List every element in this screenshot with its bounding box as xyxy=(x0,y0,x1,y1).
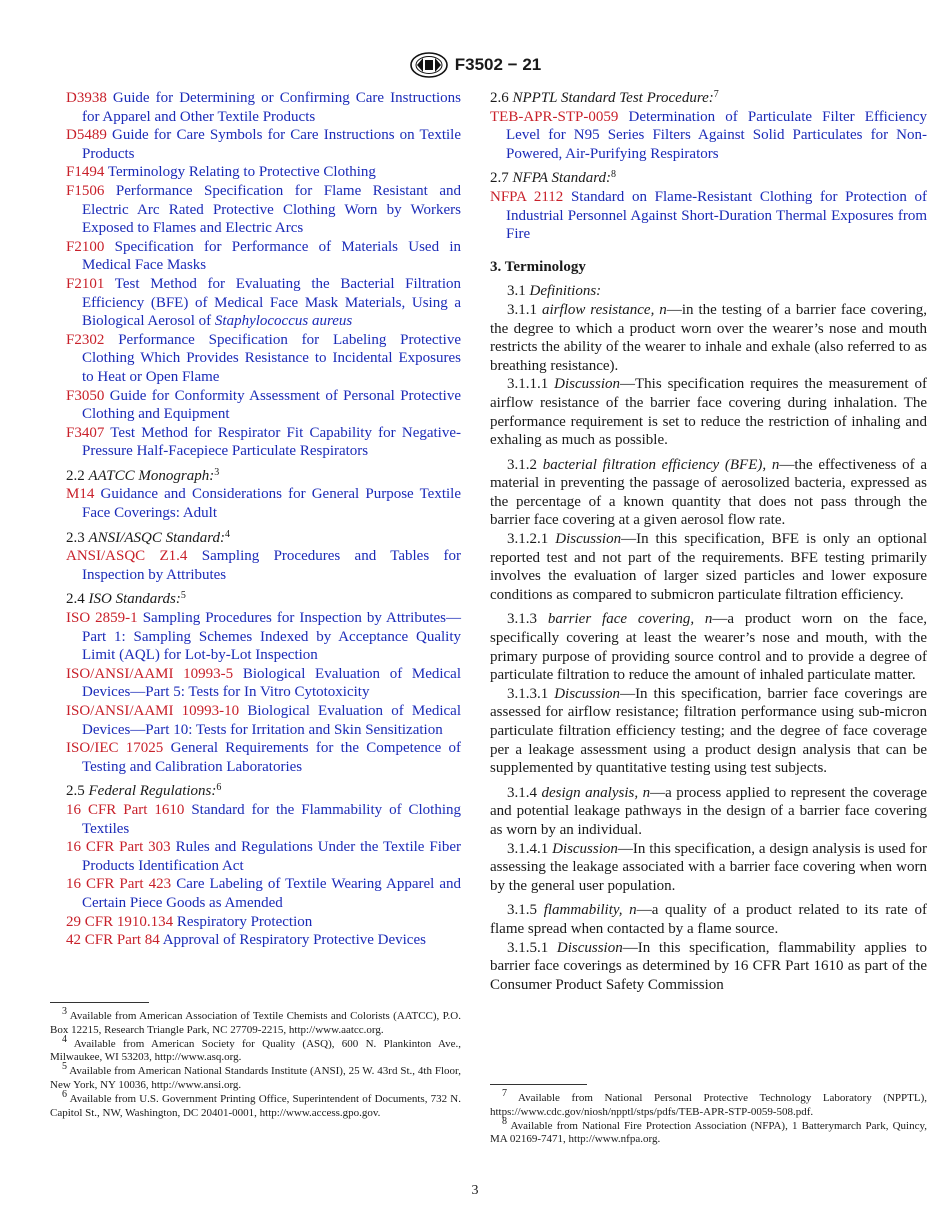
reference-item xyxy=(66,238,461,275)
reference-item xyxy=(66,801,461,838)
reference-title[interactable]: Sampling Procedures and Tables for Inspection by Attributes xyxy=(82,548,461,583)
section-2-2: 2.2 AATCC Monograph:$^3$ xyxy=(66,466,220,484)
reference-list-aatcc xyxy=(66,485,461,522)
reference-list-astm xyxy=(66,89,461,275)
reference-code[interactable]: NFPA 2112 xyxy=(490,188,564,205)
reference-list-astm-2 xyxy=(66,331,461,461)
reference-code[interactable]: ISO/ANSI/AAMI 10993-10 xyxy=(66,703,240,719)
reference-title[interactable]: Performance Specification for Flame Resistant and Electric Arc Rated Protective Clothing Worn by Workers Exposed to Flames and Electric Arcs xyxy=(82,182,462,237)
reference-code[interactable]: 42 CFR Part 84 xyxy=(66,932,160,949)
discussion-3-1-3-1: 3.1.3.1 Discussion—In this specification, barrier face coverings are assessed for airflow resistance; filtration performance using sub-micron particulate filtration efficiency testing; and the degree of face coverage per a leakage assessment using a product design analysis that can be supplemented by quantitative testing using test subjects. xyxy=(490,685,927,777)
reference-title[interactable]: Respiratory Protection xyxy=(176,913,313,930)
reference-title[interactable]: Test Method for Evaluating the Bacterial Filtration Efficiency (BFE) of Medical Face Mask Materials, Using a Biological Aerosol of Staphylococcus aureus xyxy=(82,275,461,330)
reference-code[interactable]: F2101 xyxy=(66,275,105,292)
page-header xyxy=(0,52,950,78)
reference-item xyxy=(66,838,461,875)
section-2-3: 2.3 ANSI/ASQC Standard:$^4$ xyxy=(66,528,231,546)
footnotes-left xyxy=(50,1006,461,1120)
reference-code[interactable]: ISO/IEC 17025 xyxy=(66,740,164,757)
footnote-number: 4 xyxy=(62,1033,67,1045)
reference-title[interactable]: Guide for Conformity Assessment of Personal Protective Clothing and Equipment xyxy=(82,387,462,423)
definition-bfe: 3.1.2 bacterial filtration efficiency (BFE), n—the effectiveness of a material in preventing the passage of aerosolized bacteria, expressed as the percentage of a known quantity that does not pass through the barrier face covering at a given aerosol flow rate. xyxy=(490,456,928,529)
reference-code[interactable]: F3407 xyxy=(66,424,105,441)
reference-code[interactable]: ISO 2859-1 xyxy=(66,610,138,627)
reference-title[interactable]: Guidance and Considerations for General Purpose Textile Face Coverings: Adult xyxy=(82,486,462,522)
reference-list-federal xyxy=(66,801,461,950)
astm-logo-icon xyxy=(409,52,449,78)
reference-list-npptl xyxy=(490,108,927,164)
document-id: F3502 − 21 xyxy=(454,55,542,74)
section-2-4: 2.4 ISO Standards:$^5$ xyxy=(66,590,186,608)
reference-code[interactable]: F1506 xyxy=(66,182,105,199)
reference-item xyxy=(66,875,461,912)
reference-code[interactable]: TEB-APR-STP-0059 xyxy=(490,108,619,125)
reference-item xyxy=(490,108,927,164)
reference-item xyxy=(66,126,461,163)
reference-title[interactable]: Care Labeling of Textile Wearing Apparel and Certain Piece Goods as Amended xyxy=(82,876,462,911)
reference-title[interactable]: Performance Specification for Labeling Protective Clothing Which Provides Resistance to Incidental Exposures to Heat or Open Flame xyxy=(82,331,461,385)
reference-title[interactable]: Terminology Relating to Protective Clothing xyxy=(107,164,376,181)
reference-code[interactable]: D3938 xyxy=(66,90,107,106)
reference-list-nfpa xyxy=(490,188,927,244)
reference-title[interactable]: Approval of Respiratory Protective Devices xyxy=(162,932,426,949)
section-2-5: 2.5 Federal Regulations:$^6$ xyxy=(66,782,222,800)
reference-item xyxy=(66,182,461,238)
reference-item xyxy=(66,609,461,665)
reference-title[interactable]: Rules and Regulations Under the Textile Fiber Products Identification Act xyxy=(82,839,462,874)
reference-code[interactable]: 29 CFR 1910.134 xyxy=(66,913,174,930)
reference-item xyxy=(66,387,461,424)
footnote-number: 3 xyxy=(62,1006,67,1017)
reference-item xyxy=(66,913,461,932)
reference-title[interactable]: Specification for Performance of Materials Used in Medical Face Masks xyxy=(82,238,462,274)
reference-item xyxy=(66,89,461,126)
footnote-text: Available from U.S. Government Printing Office, Superintendent of Documents, 732 N. Capitol St., NW, Washington, DC 20401-0001, http://www.access.gpo.gov. xyxy=(50,1092,461,1119)
footnote-text: Available from National Fire Protection Association (NFPA), 1 Batterymarch Park, Quincy, MA 02169-7471, http://www.nfpa.org. xyxy=(490,1119,927,1146)
reference-title[interactable]: Biological Evaluation of Medical Devices—Part 10: Tests for Irritation and Skin Sensitization xyxy=(82,703,462,738)
right-column xyxy=(490,89,927,994)
footnote xyxy=(490,1115,927,1148)
section-2-6: 2.6 NPPTL Standard Test Procedure:$^7$ xyxy=(490,89,719,106)
reference-title[interactable]: Standard for the Flammability of Clothing Textiles xyxy=(82,801,462,837)
footnote-text: Available from National Personal Protective Technology Laboratory (NPPTL), https://www.cdc.gov/niosh/npptl/stps/pdfs/TEB-APR-STP-0059-508.pdf. xyxy=(490,1092,927,1118)
footnote-number: 7 xyxy=(502,1088,507,1099)
footnote xyxy=(50,1088,461,1121)
footnote xyxy=(50,1006,461,1038)
reference-item xyxy=(66,739,461,776)
definition-flammability: 3.1.5 flammability, n—a quality of a product related to its rate of flame spread when contacted by a flame source. xyxy=(490,902,927,937)
reference-title[interactable]: General Requirements for the Competence of Testing and Calibration Laboratories xyxy=(82,740,462,775)
definition-design-analysis: 3.1.4 design analysis, n—a process applied to represent the coverage and potential leakage pathways in the design of a barrier face covering as worn by an individual. xyxy=(490,784,928,838)
reference-code[interactable]: ANSI/ASQC Z1.4 xyxy=(66,548,188,565)
footnote-text: Available from American Association of Textile Chemists and Colorists (AATCC), P.O. Box 12215, Research Triangle Park, NC 27709-2215, http://www.aatcc.org. xyxy=(50,1010,461,1036)
reference-item xyxy=(66,424,461,461)
reference-item xyxy=(66,331,461,387)
reference-item xyxy=(66,547,461,584)
footnote xyxy=(50,1033,461,1066)
definitions-subheading: 3.1 Definitions: xyxy=(507,283,602,300)
footnote-rule-right xyxy=(490,1084,587,1085)
reference-title[interactable]: Test Method for Respirator Fit Capability for Negative-Pressure Half-Facepiece Particulate Respirators xyxy=(82,424,461,460)
footnote-rule-left xyxy=(50,1002,149,1003)
reference-item xyxy=(66,665,461,702)
section-heading-terminology: 3. Terminology xyxy=(490,258,586,275)
footnote-number: 5 xyxy=(62,1061,67,1073)
discussion-3-1-5-1: 3.1.5.1 Discussion—In this specification, flammability applies to barrier face coverings as determined by 16 CFR Part 1610 as part of the Consumer Product Safety Commission xyxy=(490,939,927,993)
reference-code[interactable]: M14 xyxy=(66,486,95,503)
footnote-text: Available from American Society for Quality (ASQ), 600 N. Plankinton Ave., Milwaukee, WI 53203, http://www.asq.org. xyxy=(50,1037,461,1064)
section-2-7: 2.7 NFPA Standard:$^8$ xyxy=(490,169,616,187)
left-column xyxy=(66,89,461,950)
reference-title[interactable]: Guide for Determining or Confirming Care Instructions for Apparel and Other Textile Products xyxy=(82,90,461,125)
definition-airflow-resistance: 3.1.1 airflow resistance, n—in the testing of a barrier face covering, the degree to which a product worn over the wearer’s nose and mouth restricts the ability of the wearer to inhale and exhale (also referred to as breathing resistance). xyxy=(490,301,927,374)
reference-code[interactable]: F2100 xyxy=(66,238,105,255)
reference-code[interactable]: F2302 xyxy=(66,331,105,348)
discussion-3-1-2-1: 3.1.2.1 Discussion—In this specification, BFE is only an optional reported test and not part of the requirements. BFE testing primarily involves the evaluation of larger sized particles and lower exposure conditions as compared to submicron particulate filtration efficiency. xyxy=(490,531,927,603)
footnote-number: 6 xyxy=(62,1088,67,1100)
reference-item xyxy=(66,702,461,739)
reference-title[interactable]: Sampling Procedures for Inspection by Attributes—Part 1: Sampling Schemes Indexed by Acceptance Quality Limit (AQL) for Lot-by-Lot Inspection xyxy=(82,610,461,664)
reference-title[interactable]: Guide for Care Symbols for Care Instructions on Textile Products xyxy=(82,127,461,162)
reference-code[interactable]: F3050 xyxy=(66,387,105,404)
discussion-3-1-4-1: 3.1.4.1 Discussion—In this specification, a design analysis is used for assessing the leakage associated with a barrier face covering when worn by the general user population. xyxy=(490,840,928,894)
page-number: 3 xyxy=(471,1183,479,1198)
footnote-number: 8 xyxy=(502,1115,507,1127)
reference-item xyxy=(490,188,927,244)
footnote xyxy=(490,1088,927,1120)
reference-code[interactable]: 16 CFR Part 423 xyxy=(66,876,172,893)
reference-title[interactable]: Determination of Particulate Filter Efficiency Level for N95 Series Filters Against Solid Particulates for Non-Powered, Air-Purifying Respirators xyxy=(506,108,927,162)
reference-code[interactable]: D5489 xyxy=(66,127,107,144)
reference-code[interactable]: ISO/ANSI/AAMI 10993-5 xyxy=(66,665,234,682)
reference-code[interactable]: 16 CFR Part 303 xyxy=(66,839,171,856)
reference-code[interactable]: 16 CFR Part 1610 xyxy=(66,801,185,818)
reference-list-ansi xyxy=(66,547,461,584)
definition-barrier-face-covering: 3.1.3 barrier face covering, n—a product worn on the face, specifically covering at least the wearer’s nose and mouth, with the primary purpose of providing source control and to provide a degree of particulate filtration to reduce the amount of inhaled particulate matter. xyxy=(490,611,927,684)
reference-item xyxy=(66,275,461,331)
footnotes-right xyxy=(490,1088,927,1147)
reference-list-iso xyxy=(66,609,461,776)
reference-item xyxy=(66,485,461,522)
reference-item xyxy=(66,931,461,950)
footnote-text: Available from American National Standards Institute (ANSI), 25 W. 43rd St., 4th Floor, New York, NY 10036, http://www.ansi.org. xyxy=(50,1065,461,1091)
discussion-3-1-1-1: 3.1.1.1 Discussion—This specification requires the measurement of airflow resistance of the barrier face covering during inhalation. The performance requirement is set to reduce the restriction of inhaling and exhaling as much as possible. xyxy=(490,376,927,449)
reference-title[interactable]: Standard on Flame-Resistant Clothing for Protection of Industrial Personnel Against Short-Duration Thermal Exposures from Fire xyxy=(506,188,928,243)
reference-title[interactable]: Biological Evaluation of Medical Devices—Part 5: Tests for In Vitro Cytotoxicity xyxy=(82,665,462,701)
reference-item xyxy=(66,163,461,182)
footnote xyxy=(50,1061,461,1093)
reference-code[interactable]: F1494 xyxy=(66,164,105,181)
